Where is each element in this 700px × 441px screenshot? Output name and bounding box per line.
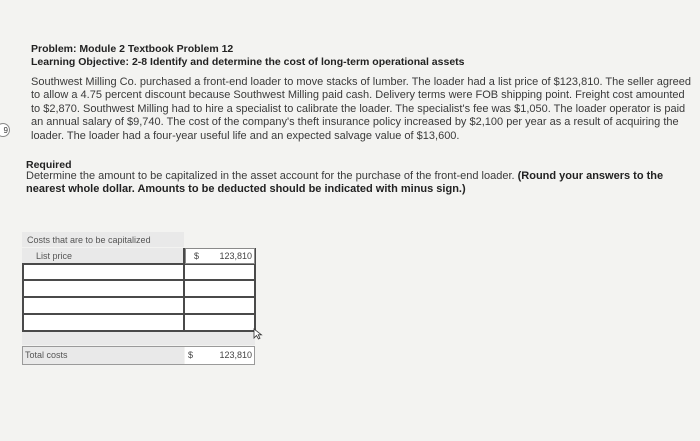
total-row-border [22, 346, 255, 365]
capitalized-costs-table [22, 232, 256, 366]
row-1-label: List price [36, 251, 73, 261]
row-4-label-input[interactable] [22, 298, 184, 313]
row-3-amount-input[interactable] [185, 281, 255, 296]
divider [22, 313, 256, 315]
row-4-amount-input[interactable] [185, 298, 255, 313]
total-label: Total costs [25, 350, 68, 360]
row-1-currency: $ [194, 251, 200, 261]
row-2-label-input[interactable] [22, 265, 184, 280]
problem-text: Southwest Milling Co. purchased a front-end loader to move stacks of lumber. The loader had a list price of $123,810. The seller agreed to allow a 4.75 percent discount because Southwest Milling paid cash. Delivery terms were FOB shipping point. Freight cost amounted to $2,870. Southwest Milling had to hire a specialist to calibrate the loader. The specialist's fee was $1,050. The loader operator is paid an annual salary of $9,740. The cost of the company's theft insurance policy increased by $2,100 per year as a result of acquiring the loader. The loader had a four-year useful life and an expected salvage value of $13,600. [31, 76, 691, 142]
row-1-amount-border [185, 248, 255, 264]
total-amount: 123,810 [219, 350, 252, 360]
learning-objective: Learning Objective: 2-8 Identify and determine the cost of long-term operational assets [31, 56, 465, 68]
row-5-amount-input[interactable] [185, 315, 255, 330]
row-5-label-input[interactable] [22, 315, 184, 330]
divider [22, 330, 256, 332]
divider [22, 296, 256, 298]
divider [22, 279, 256, 281]
problem-title: Problem: Module 2 Textbook Problem 12 [31, 43, 234, 55]
required-text: Determine the amount to be capitalized in the asset account for the purchase of the front-end loader. (Round your answers to the nearest whole dollar. Amounts to be deducted should be indicated with minus sign.) [26, 170, 664, 195]
divider [22, 263, 24, 331]
required-emphasis: (Round your answers to the nearest whole dollar. Amounts to be deducted should be indicated with minus sign.) [26, 170, 664, 195]
question-marker: 9 [0, 123, 10, 137]
row-3-label-input[interactable] [22, 281, 184, 296]
table-header-label: Costs that are to be capitalized [27, 235, 151, 245]
row-2-amount-input[interactable] [185, 265, 255, 280]
table-spacer-row [22, 331, 255, 345]
required-heading: Required [26, 159, 72, 171]
row-1-amount: 123,810 [219, 251, 252, 261]
total-currency: $ [188, 350, 194, 360]
mouse-pointer-icon [253, 328, 265, 340]
